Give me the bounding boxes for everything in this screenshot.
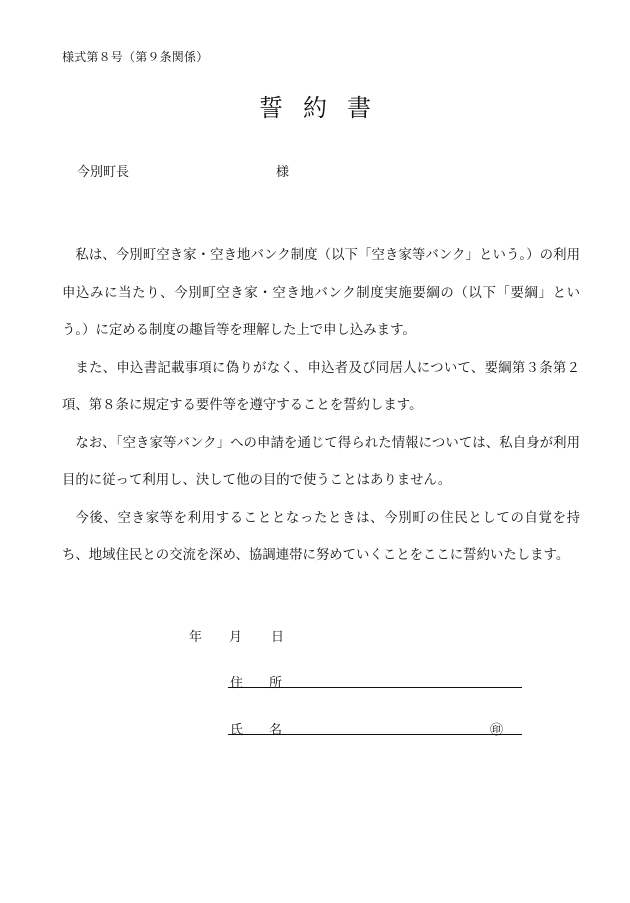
paragraph-compliance: また、申込書記載事項に偽りがなく、申込者及び同居人について、要綱第３条第２項、第８条に規定する要件等を遵守することを誓約します。 <box>62 360 580 413</box>
document-title: 誓約書 <box>259 94 391 122</box>
address-label <box>230 672 282 691</box>
address-line[interactable] <box>228 687 522 688</box>
paragraph-purpose: 私は、今別町空き家・空き地バンク制度（以下「空き家等バンク」という。）の利用申込みに当たり、今別町空き家・空き地バンク制度実施要綱の（以下「要綱」という。）に定める制度の趣旨等を理解した上で申し込みます。 <box>62 248 580 338</box>
paragraph-community: 今後、空き家等を利用することとなったときは、今別町の住民としての自覚を持ち、地域住民との交流を深め、協調連帯に努めていくことをここに誓約いたします。 <box>62 510 580 563</box>
paragraph-information-use: なお、「空き家等バンク」への申請を通じて得られた情報については、私自身が利用目的に従って利用し、決して他の目的で使うことはありません。 <box>62 435 580 488</box>
date-year-label: 年 <box>189 630 203 645</box>
form-number: 様式第８号（第９条関係） <box>62 50 209 64</box>
date-month-label: 月 <box>229 630 243 645</box>
address-label-char-1: 住 <box>230 676 244 691</box>
addressee: 今別町長 <box>77 165 130 180</box>
name-label <box>230 719 282 738</box>
pledge-body <box>62 237 580 575</box>
honorific: 様 <box>276 165 290 180</box>
date-day-label: 日 <box>271 630 285 645</box>
seal-mark: ㊞ <box>490 723 504 738</box>
name-label-char-2: 名 <box>269 723 283 738</box>
name-line[interactable] <box>228 734 522 735</box>
address-label-char-2: 所 <box>269 676 283 691</box>
name-label-char-1: 氏 <box>230 723 244 738</box>
